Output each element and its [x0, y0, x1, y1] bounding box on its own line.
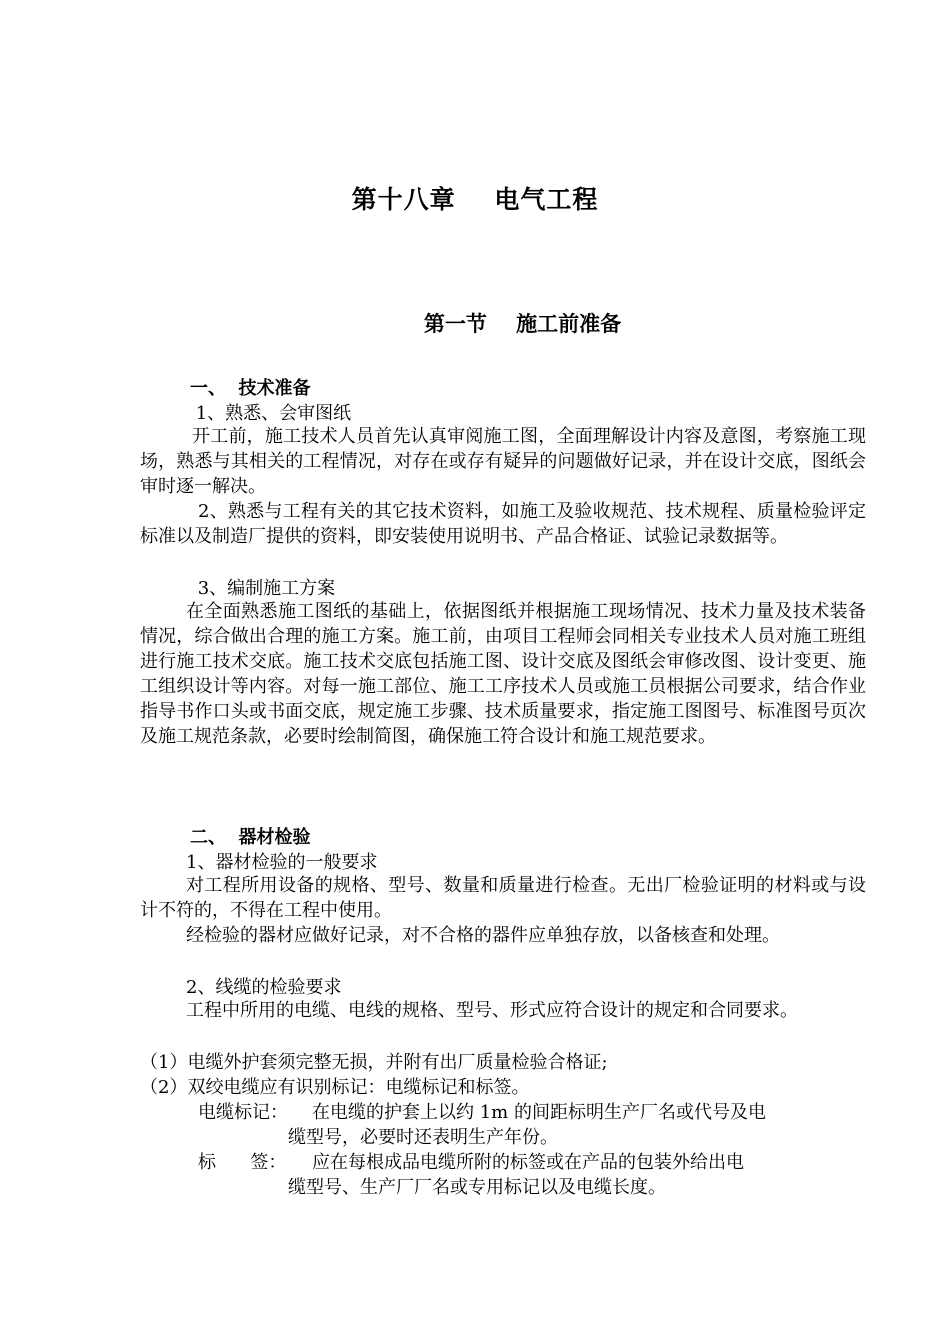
- item-title-cable-inspection: 2、线缆的检验要求: [186, 977, 342, 998]
- item-title-review-drawings: 1、熟悉、会审图纸: [190, 403, 352, 424]
- sub-item-2: （2）双绞电缆应有识别标记：电缆标记和标签。: [140, 1077, 530, 1098]
- item-title-general-requirements: 1、器材检验的一般要求: [186, 852, 378, 873]
- tag-label: 标 签：: [198, 1152, 287, 1173]
- heading-material-inspection: 二、 器材检验: [190, 827, 311, 848]
- section-title: 第一节 施工前准备: [423, 312, 622, 336]
- paragraph-review-drawings: 开工前，施工技术人员首先认真审阅施工图，全面理解设计内容及意图，考察施工现场，熟悉与其相关的工程情况，对存在或存有疑异的问题做好记录，并在设计交底，图纸会审时逐一解决。: [140, 426, 866, 497]
- cable-mark-text-line1: 在电缆的护套上以约 1m 的间距标明生产厂名或代号及电: [312, 1102, 766, 1123]
- sub-item-1: （1）电缆外护套须完整无损，并附有出厂质量检验合格证;: [140, 1052, 608, 1073]
- paragraph-general-requirements-b: 经检验的器材应做好记录，对不合格的器件应单独存放，以备核查和处理。: [186, 925, 780, 946]
- cable-mark-text-line2: 缆型号，必要时还表明生产年份。: [288, 1127, 558, 1148]
- chapter-title: 第十八章 电气工程: [351, 185, 599, 214]
- heading-technical-prep: 一、 技术准备: [190, 378, 311, 399]
- paragraph-general-requirements-a: 对工程所用设备的规格、型号、数量和质量进行检查。无出厂检验证明的材料或与设计不符的，不得在工程中使用。: [140, 875, 866, 921]
- tag-text-line2: 缆型号、生产厂厂名或专用标记以及电缆长度。: [288, 1177, 666, 1198]
- item-title-construction-plan: 3、编制施工方案: [192, 578, 336, 599]
- cable-mark-label: 电缆标记：: [198, 1102, 288, 1123]
- paragraph-construction-plan: 在全面熟悉施工图纸的基础上，依据图纸并根据施工现场情况、技术力量及技术装备情况，综合做出合理的施工方案。施工前，由项目工程师会同相关专业技术人员对施工班组进行施工技术交底。施工技术交底包括施工图、设计交底及图纸会审修改图、设计变更、施工组织设计等内容。对每一施工部位、施工工序技术人员或施工员根据公司要求，结合作业指导书作口头或书面交底，规定施工步骤、技术质量要求，指定施工图图号、标准图号页次及施工规范条款，必要时绘制简图，确保施工符合设计和施工规范要求。: [140, 601, 866, 747]
- tag-text-line1: 应在每根成品电缆所附的标签或在产品的包装外给出电: [312, 1152, 744, 1173]
- paragraph-technical-materials: 2、熟悉与工程有关的其它技术资料，如施工及验收规范、技术规程、质量检验评定标准以及制造厂提供的资料，即安装使用说明书、产品合格证、试验记录数据等。: [140, 501, 866, 547]
- paragraph-cable-inspection: 工程中所用的电缆、电线的规格、型号、形式应符合设计的规定和合同要求。: [186, 1000, 798, 1021]
